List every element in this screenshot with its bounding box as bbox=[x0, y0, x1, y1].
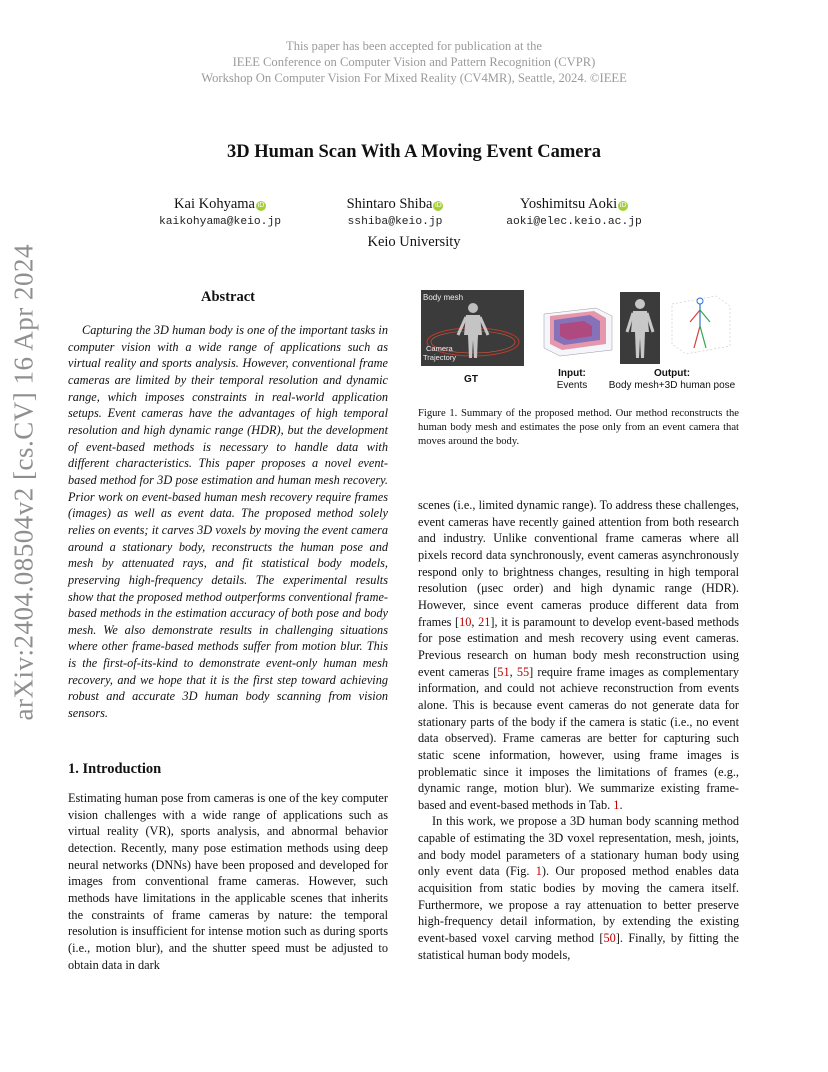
trajectory-label: Trajectory bbox=[423, 353, 457, 362]
author-name: Kai Kohyama bbox=[174, 196, 255, 212]
author-name: Yoshimitsu Aoki bbox=[519, 196, 618, 212]
orcid-icon[interactable]: iD bbox=[435, 202, 442, 209]
author-name: Shintaro Shiba bbox=[346, 196, 433, 212]
output-label: Output: bbox=[653, 368, 691, 379]
notice-line: Workshop On Computer Vision For Mixed Reality (CV4MR), Seattle, 2024. ©IEEE bbox=[201, 71, 627, 85]
paper-title: 3D Human Scan With A Moving Event Camera bbox=[227, 142, 601, 162]
text-run: ], it is paramount to develop event-based methods for pose estimation and mesh recovery using event cameras. Previous research on human body mesh reconstruction using event cameras [ bbox=[418, 614, 739, 679]
output-sublabel: Body mesh+3D human pose bbox=[608, 380, 736, 391]
gt-panel bbox=[421, 290, 524, 366]
paragraph bbox=[418, 497, 739, 813]
abstract-text: Capturing the 3D human body is one of the important tasks in computer vision with a wide range of applications such as virtual reality and sports analysis. However, conventional frame cameras are limited by their temporal resolution and dynamic range, which imposes constraints in real-world application setups. Event cameras have the advantages of high temporal resolution and high dynamic range (HDR), but the development of event-based methods is necessary to handle data with different characteristics. This paper proposes a novel event-based method for 3D pose estimation and human mesh recovery. Prior work on event-based human mesh recovery require frames (images) as well as event data. The proposed method solely relies on events; it carves 3D voxels by moving the event camera around a stationary body, reconstructs the human pose and mesh by attenuated rays, and fit statistical body models, preserving high-frequency details. The experimental results show that the proposed method outperforms conventional frame-based methods in the estimation accuracy of both pose and body mesh. We also demonstrate results in challenging situations where other frame-based methods suffer from motion blur. This is the first-of-its-kind to demonstrate event-only human mesh recovery, and we hope that it is the first step toward achieving robust and accurate 3D human body scanning from vision sensors. bbox=[68, 323, 388, 721]
author-email: aoki@elec.keio.ac.jp bbox=[506, 216, 642, 228]
arxiv-stamp: arXiv:2404.08504v2 [cs.CV] 16 Apr 2024 bbox=[8, 244, 39, 721]
notice-line: This paper has been accepted for publication at the bbox=[286, 39, 542, 53]
text-run: , bbox=[509, 664, 517, 679]
citation-link[interactable]: 51 bbox=[497, 664, 510, 679]
paragraph bbox=[418, 813, 739, 963]
text-run: ] require frame images as complementary information, and could not achieve reconstruction from events alone. This is because event cameras do not generate data for stationary parts of the body if the camera is static (i.e., no event data observed). Frame cameras are better for capturing such static scene information, however, using frame images is problematic since it imposes the limitations of frames (e.g., dynamic range, motion blur). We summarize existing frame-based and event-based methods in Tab. bbox=[418, 664, 740, 812]
event-volume-illustration bbox=[536, 294, 620, 360]
author-block bbox=[330, 196, 460, 228]
figure-ref-link[interactable]: 1 bbox=[535, 864, 542, 879]
text-run: In this work, we propose a 3D human body scanning method capable of estimating the 3D voxel representation, mesh, joints, and body model parameters of a stationary human body using only event data (Fig. bbox=[418, 814, 739, 879]
input-label-block bbox=[546, 368, 598, 392]
figure-1 bbox=[418, 290, 740, 400]
publication-notice bbox=[0, 38, 828, 86]
figure-1-caption: Figure 1. Summary of the proposed method. Our method reconstructs the human body mesh and estimates the pose only from an event camera that moves around the body. bbox=[418, 408, 739, 447]
text-run: scenes (i.e., limited dynamic range). To address these challenges, event cameras have recently gained attention from both research and industry. Unlike conventional frame cameras where all pixels record data synchronously, event cameras asynchronously respond only to brightness changes, resulting in high temporal resolution (μsec order) and high dynamic range (HDR). However, since event cameras produce different data from frames [ bbox=[418, 498, 739, 629]
affiliation: Keio University bbox=[367, 234, 461, 250]
intro-text: Estimating human pose from cameras is one of the key computer vision challenges with a wide range of applications such as virtual reality (VR), sports analysis, and abnormal behavior detection. Recently, many pose estimation methods using deep neural networks (DNNs) have been proposed and developed for images from conventional frame cameras. However, such methods have limitations in the applicable scenes that inherits the constraints of frame cameras by nature: the temporal resolution is insufficient for intense motion such as during sports (i.e., motion blur), and the shutter speed must be adjusted to obtain data in dark bbox=[68, 791, 388, 972]
orcid-icon[interactable]: iD bbox=[257, 202, 265, 209]
section-heading-introduction: 1. Introduction bbox=[68, 761, 162, 777]
input-label: Input: bbox=[558, 368, 586, 379]
table-ref-link[interactable]: 1 bbox=[613, 797, 620, 812]
orcid-icon[interactable]: iD bbox=[619, 202, 627, 209]
text-run: . bbox=[619, 797, 623, 812]
notice-line: IEEE Conference on Computer Vision and Pattern Recognition (CVPR) bbox=[232, 55, 596, 69]
text-run: ]. Finally, by fitting the statistical human body models, bbox=[418, 931, 739, 962]
output-label-block bbox=[604, 368, 740, 392]
body-mesh-label: Body mesh bbox=[423, 293, 464, 302]
pose-3d-illustration bbox=[664, 290, 736, 360]
citation-link[interactable]: 50 bbox=[603, 931, 616, 946]
pose-3d-panel bbox=[664, 290, 736, 360]
output-mesh-panel bbox=[620, 292, 660, 364]
abstract-heading: Abstract bbox=[201, 289, 255, 305]
events-panel bbox=[536, 294, 620, 360]
author-block bbox=[488, 196, 660, 228]
text-run: ). Our proposed method enables data acquisition from static bodies by moving the camera itself. Furthermore, we propose a ray attenuation to better preserve high-frequency detail information, by extending the existing event-based voxel carving method [ bbox=[418, 864, 740, 946]
author-email: kaikohyama@keio.jp bbox=[158, 216, 282, 228]
intro-continued-text bbox=[418, 497, 739, 963]
citation-link[interactable]: 10 bbox=[459, 614, 472, 629]
camera-label: Camera bbox=[426, 344, 453, 353]
gt-label: GT bbox=[464, 374, 478, 385]
text-run: , bbox=[471, 614, 479, 629]
input-sublabel: Events bbox=[556, 380, 588, 391]
output-mesh-illustration bbox=[620, 292, 660, 364]
author-email: sshiba@keio.jp bbox=[347, 216, 443, 228]
citation-link[interactable]: 55 bbox=[516, 664, 530, 679]
author-block bbox=[150, 196, 290, 228]
citation-link[interactable]: 21 bbox=[478, 614, 491, 629]
